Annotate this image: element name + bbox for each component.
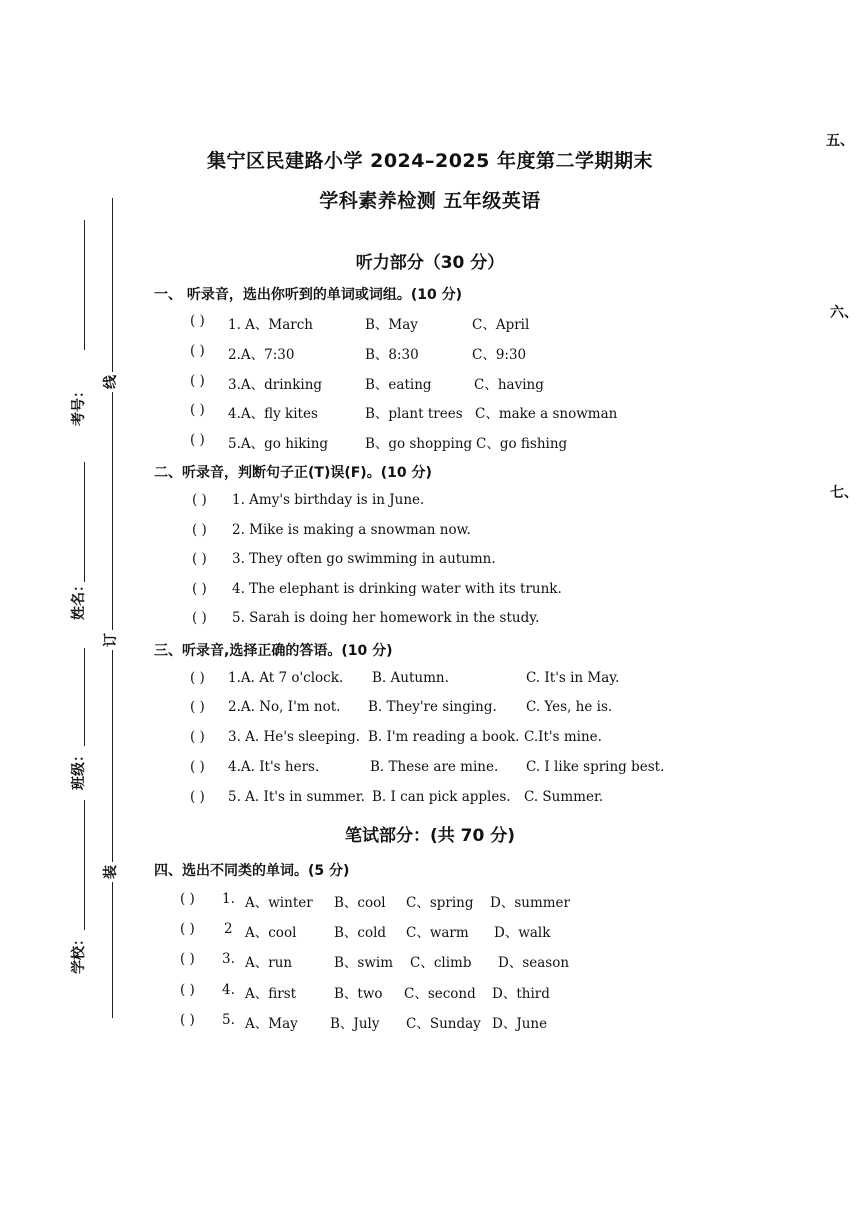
option-a: A、cool [245,925,297,941]
question-row [180,891,600,911]
question-row [192,492,692,512]
answer-blank[interactable]: ( ) [192,551,207,567]
option-b: B、cold [334,925,387,941]
question-row [192,610,692,630]
option-c: C. It's in May. [526,670,620,686]
option-b: B、July [330,1016,380,1032]
option-b: B、two [334,986,383,1002]
answer-blank[interactable]: ( ) [190,373,205,389]
statement: 3. They often go swimming in autumn. [232,551,496,567]
option-b: B. They're singing. [368,699,497,715]
margin-line [84,648,85,746]
statement: 1. Amy's birthday is in June. [232,492,425,508]
answer-blank[interactable]: ( ) [190,699,205,715]
answer-blank[interactable]: ( ) [192,492,207,508]
option-c: C. I like spring best. [526,759,665,775]
name-label: 姓名： [71,578,87,620]
section-1-heading: 一、 听录音，选出你听到的单词或词组。(10 分) [154,287,463,303]
question-row [192,581,692,601]
answer-blank[interactable]: ( ) [190,402,205,418]
option-c: C、make a snowman [475,406,618,422]
exam-title-line2: 学科素养检测 五年级英语 [319,190,541,212]
question-number: 1. [222,891,235,907]
binding-mark-bind: 装 [100,862,120,882]
option-c: C、9:30 [472,347,527,363]
edge-label-7: 七、 [830,485,858,501]
section-3-heading: 三、听录音,选择正确的答语。(10 分) [154,643,393,659]
option-b: B. These are mine. [370,759,499,775]
option-b: B. Autumn. [372,670,449,686]
option-c: C、having [474,377,544,393]
option-c: C、go fishing [476,436,568,452]
question-row [190,432,690,452]
option-a: 5. A. It's in summer. [228,789,365,805]
option-c: C. Summer. [524,789,604,805]
exam-number-label: 考号： [71,384,87,426]
option-b: B. I can pick apples. [372,789,511,805]
margin-line [84,220,85,350]
option-c: C、warm [406,925,469,941]
section-4-heading: 四、选出不同类的单词。(5 分) [154,863,350,879]
option-d: D、June [492,1016,548,1032]
option-b: B、eating [365,377,432,393]
option-c: C. Yes, he is. [526,699,613,715]
section-2-heading: 二、听录音，判断句子正(T)误(F)。(10 分) [154,465,432,481]
answer-blank[interactable]: ( ) [190,729,205,745]
option-c: C、Sunday [406,1016,481,1032]
answer-blank[interactable]: ( ) [190,759,205,775]
option-a: 5.A、go hiking [228,436,329,452]
option-b: B、8:30 [365,347,419,363]
question-row [190,402,690,422]
question-row [180,1012,600,1032]
edge-label-5: 五、 [826,133,854,149]
question-row [190,373,690,393]
option-c: C、spring [406,895,474,911]
question-row [190,729,670,749]
option-a: 2.A、7:30 [228,347,295,363]
option-d: D、walk [494,925,551,941]
answer-blank[interactable]: ( ) [180,921,195,937]
question-number: 5. [222,1012,235,1028]
answer-blank[interactable]: ( ) [192,522,207,538]
binding-mark-staple: 订 [100,630,120,650]
listening-part-title: 听力部分（30 分） [355,253,505,273]
option-b: B、cool [334,895,386,911]
margin-line [84,462,85,582]
option-d: D、third [492,986,550,1002]
option-c: C、climb [410,955,472,971]
answer-blank[interactable]: ( ) [180,951,195,967]
statement: 5. Sarah is doing her homework in the study. [232,610,540,626]
answer-blank[interactable]: ( ) [190,343,205,359]
question-row [190,789,670,809]
question-row [190,343,690,363]
question-row [192,522,692,542]
option-a: A、winter [245,895,313,911]
option-a: A、run [245,955,293,971]
question-row [190,759,670,779]
option-a: A、May [245,1016,298,1032]
class-label: 班级： [71,748,87,790]
question-row [190,699,670,719]
option-d: D、summer [490,895,570,911]
option-a: 2.A. No, I'm not. [228,699,341,715]
answer-blank[interactable]: ( ) [190,789,205,805]
school-label: 学校： [71,932,87,974]
option-c: C、second [404,986,476,1002]
answer-blank[interactable]: ( ) [192,581,207,597]
option-a: 1. A、March [228,317,314,333]
question-row [180,951,600,971]
statement: 4. The elephant is drinking water with its trunk. [232,581,562,597]
option-c: C、April [472,317,530,333]
option-d: D、season [498,955,570,971]
edge-label-6: 六、 [830,305,858,321]
option-b: B、May [365,317,418,333]
option-a: 3.A、drinking [228,377,323,393]
option-a: A、first [245,986,297,1002]
statement: 2. Mike is making a snowman now. [232,522,471,538]
option-b: B. I'm reading a book. [368,729,520,745]
answer-blank[interactable]: ( ) [190,670,205,686]
written-part-title: 笔试部分：(共 70 分) [344,826,516,846]
question-number: 3. [222,951,235,967]
exam-title-line1: 集宁区民建路小学 2024–2025 年度第二学期期末 [207,150,653,172]
binding-line [112,198,113,1018]
question-row [192,551,692,571]
option-b: B、go shopping [365,436,473,452]
answer-blank[interactable]: ( ) [180,1012,195,1028]
option-c: C.It's mine. [524,729,602,745]
option-a: 3. A. He's sleeping. [228,729,361,745]
option-a: 4.A、fly kites [228,406,318,422]
answer-blank[interactable]: ( ) [180,891,195,907]
question-row [190,670,670,690]
question-row [190,313,690,333]
option-a: 4.A. It's hers. [228,759,320,775]
margin-line [84,800,85,930]
question-row [180,921,600,941]
answer-blank[interactable]: ( ) [192,610,207,626]
option-b: B、plant trees [365,406,463,422]
answer-blank[interactable]: ( ) [190,313,205,329]
option-a: 1.A. At 7 o'clock. [228,670,344,686]
answer-blank[interactable]: ( ) [190,432,205,448]
question-number: 4. [222,982,235,998]
binding-mark-line: 线 [100,372,120,392]
question-row [180,982,600,1002]
option-b: B、swim [334,955,394,971]
answer-blank[interactable]: ( ) [180,982,195,998]
question-number: 2 [224,921,233,937]
